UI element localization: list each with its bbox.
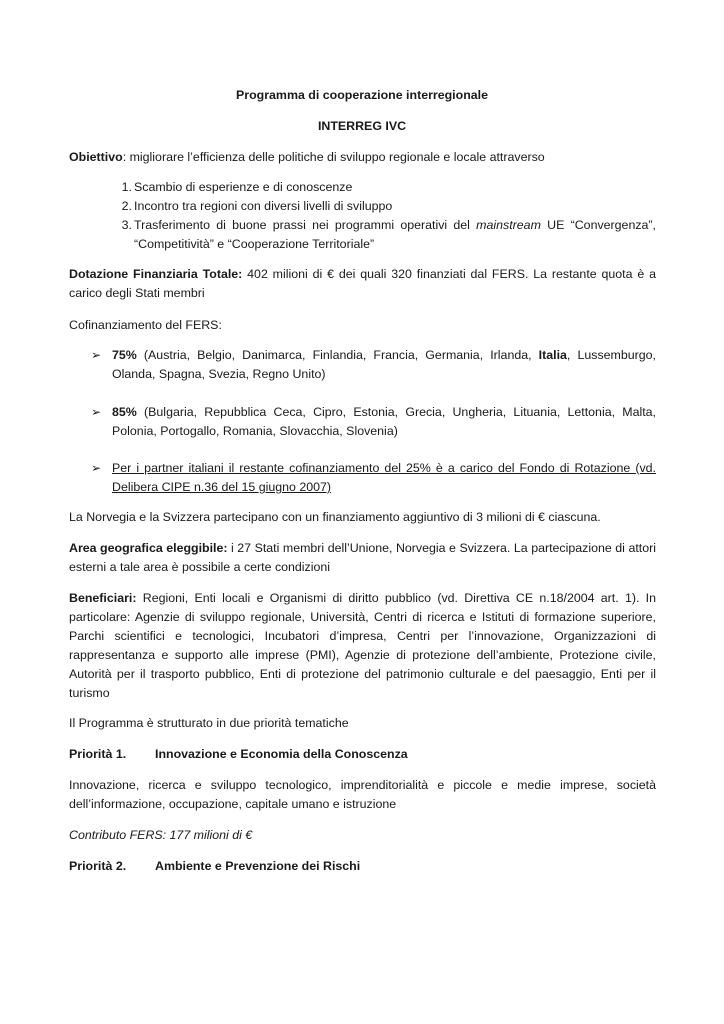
- area-paragraph: Area geografica eleggibile: i 27 Stati membri dell’Unione, Norvegia e Svizzera. La partecipazione di attori esterni a tale area è possibile a certe condizioni: [69, 541, 656, 574]
- priorita-1-description: Innovazione, ricerca e sviluppo tecnologico, imprenditorialità e piccole e medie imprese, società dell’informazione, occupazione, capitale umano e istruzione: [69, 778, 656, 811]
- dotazione-label: Dotazione Finanziaria Totale:: [69, 267, 243, 281]
- list-item: Scambio di esperienze e di conoscenze: [134, 180, 353, 194]
- document-title: Programma di cooperazione interregionale: [235, 88, 488, 102]
- priorita-1-label: Priorità 1.: [69, 747, 127, 761]
- dotazione-paragraph: Dotazione Finanziaria Totale: 402 milioni di € dei quali 320 finanziati dal FERS. La restante quota è a carico degli Stati membri: [69, 267, 656, 300]
- obiettivo-label: Obiettivo: [69, 150, 123, 164]
- arrow-bullet-icon: ➢: [91, 348, 102, 362]
- priorita-2-title: Ambiente e Prevenzione dei Rischi: [155, 859, 361, 873]
- norvegia-paragraph: La Norvegia e la Svizzera partecipano con un finanziamento aggiuntivo di 3 milioni di € ciascuna.: [69, 510, 601, 524]
- programma-paragraph: Il Programma è strutturato in due priorità tematiche: [69, 716, 349, 730]
- list-number: 3.: [121, 218, 132, 232]
- area-label: Area geografica eleggibile:: [69, 541, 228, 555]
- arrow-bullet-icon: ➢: [91, 405, 102, 419]
- contributo-fers: Contributo FERS: 177 milioni di €: [69, 828, 253, 842]
- arrow-bullet-icon: ➢: [91, 461, 102, 475]
- beneficiari-label: Beneficiari:: [69, 591, 137, 605]
- bullet-item-85: 85% (Bulgaria, Repubblica Ceca, Cipro, Estonia, Grecia, Ungheria, Lituania, Lettonia, Malta, Polonia, Portogallo, Romania, Slovacchia, Slovenia): [112, 405, 656, 438]
- list-number: 2.: [121, 199, 132, 213]
- list-number: 1.: [121, 180, 132, 194]
- bullet-item-partner-italiani: Per i partner italiani il restante cofinanziamento del 25% è a carico del Fondo di Rotazione (vd. Delibera CIPE n.36 del 15 giugno 2007): [112, 461, 656, 494]
- list-item: Incontro tra regioni con diversi livelli di sviluppo: [134, 199, 393, 213]
- priorita-2-label: Priorità 2.: [69, 859, 127, 873]
- document-subtitle: INTERREG IVC: [317, 119, 407, 133]
- priorita-1-title: Innovazione e Economia della Conoscenza: [155, 747, 408, 761]
- obiettivo-paragraph: Obiettivo: migliorare l’efficienza delle politiche di sviluppo regionale e locale attraverso: [69, 150, 545, 164]
- cofinanziamento-title: Cofinanziamento del FERS:: [69, 318, 222, 332]
- list-item: Trasferimento di buone prassi nei programmi operativi del mainstream UE “Convergenza”, “Competitività” e “Cooperazione Territoriale”: [134, 218, 656, 251]
- bullet-item-75: 75% (Austria, Belgio, Danimarca, Finlandia, Francia, Germania, Irlanda, Italia, Lussemburgo, Olanda, Spagna, Svezia, Regno Unito): [112, 348, 656, 381]
- beneficiari-paragraph: Beneficiari: Regioni, Enti locali e Organismi di diritto pubblico (vd. Direttiva CE n.18/2004 art. 1). In particolare: Agenzie di sviluppo regionale, Università, Centri di ricerca e Istituti di formazione superiore, Parchi scientifici e tecnologici, Incubatori d’impresa, Centri per l’innovazione, Organizzazioni di rappresentanza e supporto alle imprese (PMI), Agenzie di protezione dell’ambiente, Protezione civile, Autorità per il trasporto pubblico, Enti di protezione del patrimonio culturale e del paesaggio, Enti per il turismo: [69, 591, 656, 700]
